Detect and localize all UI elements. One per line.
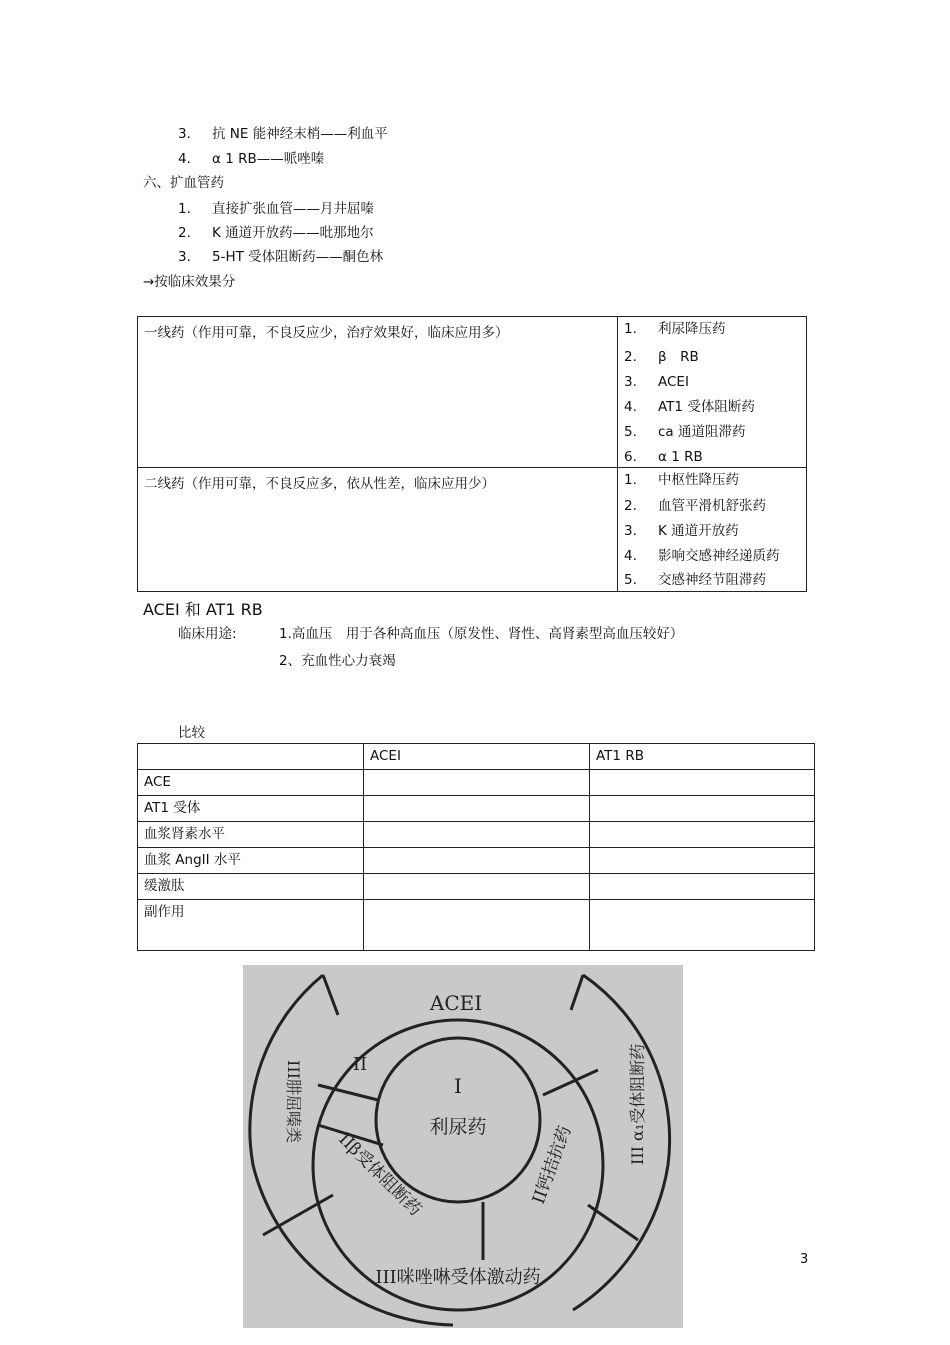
list-item: 6. α 1 RB (624, 449, 703, 465)
label-hydralazines: III肼屈嗪类 (284, 1060, 303, 1143)
list-item: 4. 影响交感神经递质药 (624, 548, 780, 564)
row-label: 缓激肽 (138, 874, 364, 900)
row-label: 血浆肾素水平 (138, 822, 364, 848)
label-diuretics: 利尿药 (429, 1116, 487, 1138)
list-item: 2. K 通道开放药——吡那地尔 (178, 225, 374, 241)
table-cell (364, 848, 590, 874)
list-item-4: 4. α 1 RB——哌唑嗪 (178, 151, 325, 167)
page-number: 3 (800, 1252, 809, 1267)
first-line-description: 一线药（作用可靠，不良反应少，治疗效果好，临床应用多） (138, 317, 618, 468)
table-row (138, 770, 815, 796)
header-cell: AT1 RB (590, 744, 815, 770)
table-cell (364, 770, 590, 796)
list-item: 5. ca 通道阻滞药 (624, 424, 746, 440)
first-line-list (618, 317, 807, 468)
label-alpha1-blockers: III α₁受体阻断药 (628, 1043, 647, 1165)
label-center-roman: I (454, 1074, 462, 1098)
label-imidazoline-agonists: III咪唑啉受体激动药 (375, 1267, 541, 1288)
table-cell (364, 900, 590, 951)
table-cell (364, 822, 590, 848)
list-item: 3. 5-HT 受体阻断药——酮色林 (178, 249, 384, 265)
header-cell: ACEI (364, 744, 590, 770)
table-row (138, 874, 815, 900)
table-cell (590, 822, 815, 848)
list-item-3: 3. 抗 NE 能神经末梢——利血平 (178, 126, 388, 142)
table-row (138, 796, 815, 822)
row-label: AT1 受体 (138, 796, 364, 822)
list-item-text: α 1 RB——哌唑嗪 (212, 151, 325, 167)
table-header-row (138, 744, 815, 770)
label-calcium-antagonists: II钙拮抗药 (528, 1123, 576, 1207)
list-item: 2. 血管平滑机舒张药 (624, 498, 766, 514)
table-row (138, 468, 807, 592)
antihypertensive-diagram (243, 965, 683, 1328)
label-acei: ACEI (429, 991, 483, 1015)
list-item: 4. AT1 受体阻断药 (624, 399, 755, 415)
table-row (138, 900, 815, 951)
table-cell (364, 874, 590, 900)
header-cell (138, 744, 364, 770)
table-row (138, 822, 815, 848)
clinical-effect-heading: →按临床效果分 (143, 274, 236, 290)
list-item: 3. ACEI (624, 374, 689, 390)
list-item: 1. 利尿降压药 (624, 321, 726, 337)
label-ii: II (352, 1054, 368, 1075)
table-cell (590, 770, 815, 796)
list-item: 2. β RB (624, 349, 699, 365)
table-cell (590, 874, 815, 900)
table-cell (590, 796, 815, 822)
list-item: 3. K 通道开放药 (624, 523, 739, 539)
compare-label: 比较 (178, 725, 205, 741)
list-item: 1. 中枢性降压药 (624, 472, 739, 488)
list-item-text: 抗 NE 能神经末梢——利血平 (212, 126, 388, 142)
table-cell (590, 848, 815, 874)
clinical-use-item-1: 1.高血压 用于各种高血压（原发性、肾性、高肾素型高血压较好） (279, 626, 684, 642)
row-label: ACE (138, 770, 364, 796)
clinical-use-item-2: 2、充血性心力衰竭 (279, 653, 396, 669)
table-cell (590, 900, 815, 951)
table-row (138, 317, 807, 468)
second-line-list (618, 468, 807, 592)
list-item: 1. 直接扩张血管——月井屈嗪 (178, 201, 374, 217)
row-label: 血浆 AngII 水平 (138, 848, 364, 874)
comparison-table (137, 743, 815, 951)
list-item: 5. 交感神经节阻滞药 (624, 572, 766, 588)
label-beta-blockers: IIβ受体阻断药 (334, 1129, 426, 1221)
section-heading-vasodilators: 六、扩血管药 (143, 175, 224, 191)
acei-at1rb-heading: ACEI 和 AT1 RB (143, 600, 263, 619)
table-row (138, 848, 815, 874)
second-line-description: 二线药（作用可靠，不良反应多，依从性差，临床应用少） (138, 468, 618, 592)
row-label: 副作用 (138, 900, 364, 951)
drug-line-table (137, 316, 807, 592)
table-cell (364, 796, 590, 822)
clinical-use-label: 临床用途: (178, 626, 237, 642)
